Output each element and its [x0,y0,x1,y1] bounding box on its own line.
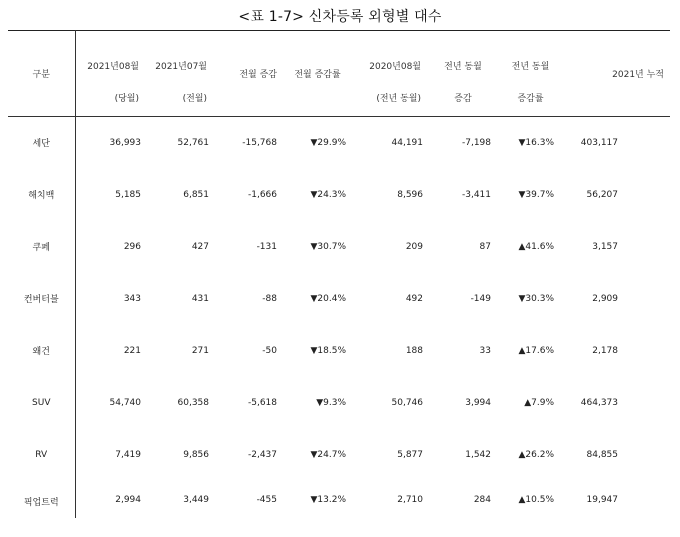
cell-yoy-change: -149 [470,293,491,304]
header-mom-rate: 전월 증감률 [294,70,341,80]
cell-mom-rate: ▼30.7% [310,241,346,252]
cell-jul2021: 431 [191,293,209,304]
cell-mom-rate: ▼29.9% [310,137,346,148]
cell-yoy-change: 33 [479,345,491,356]
table-row [8,273,670,325]
header-yoy-change [429,31,497,117]
cell-mom-rate: ▼20.4% [310,293,346,304]
table-title: <표 1-7> 신차등록 외형별 대수 [238,9,442,25]
table-row [8,377,670,429]
cell-ytd2021: 403,117 [580,137,618,148]
cell-yoy-rate: ▲10.5% [518,494,554,505]
cell-mom-rate: ▼24.3% [310,189,346,200]
cell-ytd2021: 84,855 [586,449,618,460]
header-mom-change: 전월 증감 [239,70,277,80]
cell-yoy-rate: ▲26.2% [518,449,554,460]
header-aug2021 [75,31,147,117]
cell-aug2021: 36,993 [109,137,141,148]
cell-aug2020: 8,596 [397,189,423,200]
header-yoy-change-line1: 전년 동월 [444,62,482,72]
header-aug2020 [352,31,429,117]
cell-aug2021: 343 [123,293,141,304]
row-category: 해치백 [8,169,75,221]
cell-yoy-change: 1,542 [465,449,491,460]
table-row [8,429,670,481]
header-aug2021-line1: 2021년08월 [87,62,139,72]
cell-yoy-change: 3,994 [465,397,491,408]
cell-ytd2021: 2,909 [592,293,618,304]
row-category: 세단 [8,117,75,169]
registration-table [8,30,670,518]
cell-mom-rate: ▼13.2% [310,494,346,505]
cell-mom-change: -88 [262,293,277,304]
cell-jul2021: 9,856 [183,449,209,460]
table-row [8,169,670,221]
cell-jul2021: 52,761 [177,137,209,148]
cell-mom-rate: ▼18.5% [310,345,346,356]
cell-yoy-rate: ▼16.3% [518,137,554,148]
cell-ytd2021: 3,157 [592,241,618,252]
cell-mom-change: -5,618 [247,397,277,408]
header-aug2020-line1: 2020년08월 [369,62,421,72]
header-category: 구분 [8,31,75,117]
cell-aug2021: 296 [123,241,141,252]
cell-aug2020: 44,191 [391,137,423,148]
table-header [8,31,670,117]
row-category: 픽업트럭 [8,481,75,518]
header-jul2021 [147,31,215,117]
header-aug2021-line2: (당월) [114,94,139,104]
cell-jul2021: 3,449 [183,494,209,505]
cell-mom-change: -2,437 [247,449,277,460]
header-aug2020-line2: (전년 동월) [376,94,421,104]
header-row [8,31,670,117]
cell-aug2020: 188 [405,345,423,356]
cell-yoy-rate: ▲17.6% [518,345,554,356]
cell-aug2021: 5,185 [115,189,141,200]
cell-mom-rate: ▼9.3% [316,397,346,408]
cell-aug2021: 2,994 [115,494,141,505]
cell-aug2021: 54,740 [109,397,141,408]
cell-aug2021: 7,419 [115,449,141,460]
table-row [8,325,670,377]
cell-aug2020: 492 [405,293,423,304]
table-row [8,117,670,169]
cell-yoy-rate: ▼30.3% [518,293,554,304]
row-category: RV [8,429,75,481]
cell-mom-change: -455 [256,494,277,505]
cell-ytd2021: 19,947 [586,494,618,505]
table-row [8,221,670,273]
row-category: 쿠페 [8,221,75,273]
cell-jul2021: 427 [191,241,209,252]
cell-jul2021: 6,851 [183,189,209,200]
cell-yoy-rate: ▲41.6% [518,241,554,252]
row-category: SUV [8,377,75,429]
header-yoy-rate-line2: 증감률 [517,94,544,104]
header-jul2021-line2: (전월) [182,94,207,104]
cell-aug2020: 5,877 [397,449,423,460]
cell-ytd2021: 56,207 [586,189,618,200]
cell-mom-change: -50 [262,345,277,356]
row-category: 왜건 [8,325,75,377]
table-row [8,481,670,518]
cell-yoy-rate: ▲7.9% [524,397,554,408]
cell-yoy-change: -3,411 [461,189,491,200]
cell-yoy-change: 87 [479,241,491,252]
header-ytd2021: 2021년 누적 [612,70,664,80]
cell-mom-change: -131 [256,241,277,252]
row-category: 컨버터블 [8,273,75,325]
header-yoy-change-line2: 증감 [454,94,472,104]
cell-yoy-rate: ▼39.7% [518,189,554,200]
header-yoy-rate-line1: 전년 동월 [511,62,550,72]
cell-jul2021: 271 [191,345,209,356]
cell-ytd2021: 464,373 [580,397,618,408]
header-yoy-rate [497,31,564,117]
cell-aug2021: 221 [123,345,141,356]
cell-aug2020: 50,746 [391,397,423,408]
cell-ytd2021: 2,178 [592,345,618,356]
table-body [8,117,670,518]
cell-yoy-change: -7,198 [461,137,491,148]
cell-aug2020: 209 [405,241,423,252]
header-jul2021-line1: 2021년07월 [155,62,207,72]
cell-mom-change: -15,768 [242,137,277,148]
cell-mom-rate: ▼24.7% [310,449,346,460]
cell-yoy-change: 284 [473,494,491,505]
cell-mom-change: -1,666 [247,189,277,200]
cell-aug2020: 2,710 [397,494,423,505]
cell-jul2021: 60,358 [177,397,209,408]
